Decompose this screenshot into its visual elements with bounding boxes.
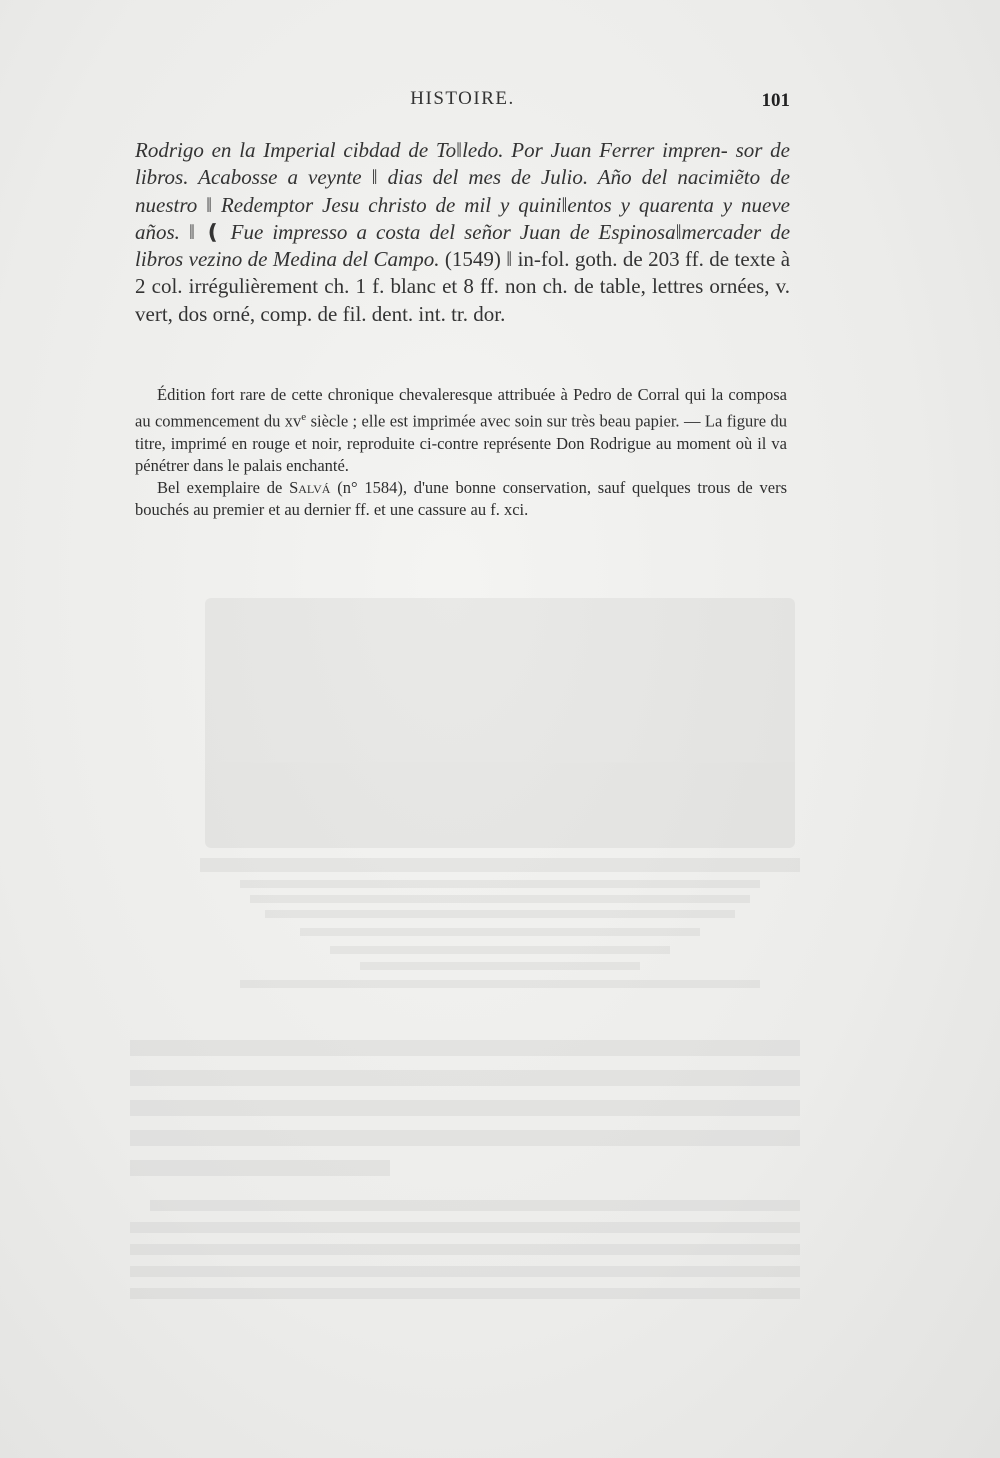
- bibliographic-citation: [135, 137, 790, 328]
- line-separator-mark: ‖: [371, 165, 378, 190]
- citation-collation: in-fol. goth. de 203 ff. de texte à 2 col. irrégulièrement ch. 1 f. blanc et 8 ff. non ch. de table, lettres ornées, v. vert, dos orné, comp. de fil. dent. int. tr. dor.: [135, 247, 791, 326]
- citation-title-part-4: dias del mes de Julio. Año del: [387, 165, 668, 190]
- citation-title-part-3: sor de libros. Acabosse a veynte: [135, 138, 790, 190]
- running-head: [135, 88, 790, 118]
- running-title: HISTOIRE.: [410, 88, 515, 109]
- line-separator-mark: ‖: [675, 219, 682, 244]
- citation-title-part-6: Redemptor Jesu christo de mil y quini: [220, 192, 562, 217]
- citation-title-part-8: y quarenta y nueve años.: [135, 192, 791, 244]
- citation-title-part-11: mercader de libros vezino de Medina del Campo.: [135, 219, 791, 272]
- commentary-p1-text-a: Édition fort rare de cette chronique chevaleresque attribuée à Pedro de Corral qui la composa au commencement du xv: [135, 385, 787, 431]
- commentary-p2-text-b: (n° 1584), d'une bonne conservation, sauf quelques trous de vers bouchés au premier et au dernier ff. et une cassure au f. xci.: [135, 477, 788, 519]
- commentary-p2-text-a: Bel exemplaire de: [157, 477, 290, 497]
- bibliographic-commentary: [135, 384, 787, 521]
- citation-title-part-1: Rodrigo en la Imperial cibdad de To: [135, 138, 457, 162]
- commentary-p1-superscript: e: [301, 411, 307, 423]
- commentary-paragraph-2: [135, 477, 787, 521]
- citation-title-part-7: entos: [567, 192, 612, 217]
- line-separator-mark: ‖: [206, 192, 213, 217]
- line-separator-mark: ‖: [189, 219, 195, 244]
- citation-title-part-5: nacimiẽto de nuestro: [135, 165, 790, 217]
- commentary-p2-salva: Salvá: [289, 477, 331, 497]
- page-number: 101: [761, 90, 790, 111]
- commentary-p1-text-b: siècle ; elle est imprimée avec soin sur très beau papier. — La figure du titre, imprimé en rouge et noir, reproduite ci-contre représente Don Rodrigue au moment où il va pénétrer dans le palais enchanté.: [135, 411, 788, 475]
- citation-title-part-2: ledo. Por Juan Ferrer impren-: [462, 138, 728, 162]
- citation-year: (1549): [444, 247, 501, 272]
- line-separator-mark: ‖: [561, 192, 568, 217]
- citation-title-part-9: Fue impresso a costa del señor Juan: [230, 219, 561, 244]
- line-separator-mark: ‖: [506, 247, 513, 272]
- citation-title-part-10: de Espinosa: [569, 219, 676, 244]
- line-separator-mark: ‖: [456, 138, 463, 162]
- pilcrow-icon: ❪: [203, 219, 222, 244]
- commentary-paragraph-1: [135, 384, 787, 477]
